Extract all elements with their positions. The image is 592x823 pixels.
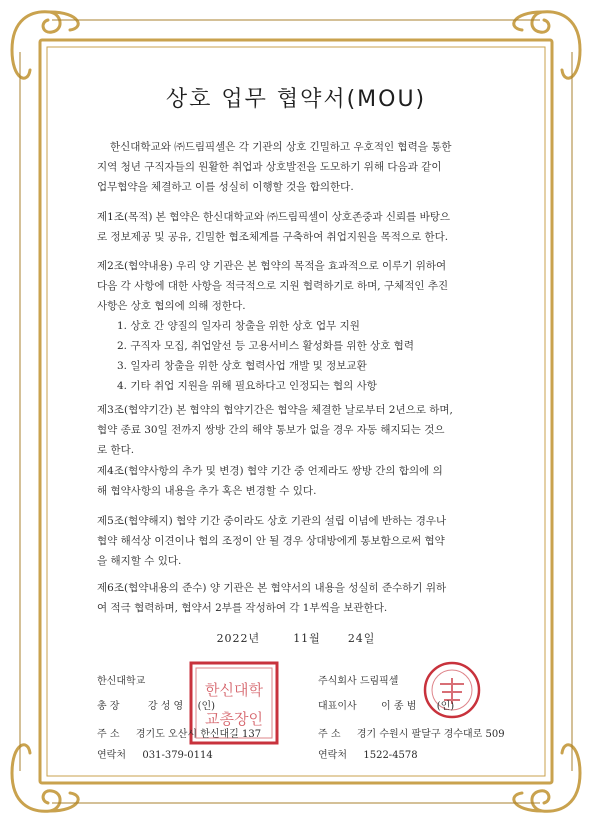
right-address: 경기 수원시 팔달구 경수대로 509 — [356, 729, 505, 740]
right-phone-row — [318, 746, 418, 761]
left-address-label: 주 소 — [97, 729, 120, 740]
left-phone-row — [97, 746, 213, 761]
article-line: 다음 각 사항에 대한 사항을 적극적으로 지원 협력하기로 하며, 구체적인 추진 — [97, 280, 449, 292]
article-6 — [97, 578, 502, 618]
article-line: 로 정보제공 및 공유, 긴밀한 협조체계를 구축하여 취업지원을 목적으로 한다. — [97, 231, 449, 243]
article-2-item: 3. 일자리 창출을 위한 상호 협력사업 개발 및 정보교환 — [117, 360, 367, 372]
right-seal-mark: (인) — [436, 701, 455, 712]
article-line: 사항은 상호 협의에 의해 정한다. — [97, 300, 246, 312]
article-2 — [97, 256, 502, 396]
intro-line: 지역 청년 구직자들의 원활한 취업과 상호발전을 도모하기 위해 다음과 같이 — [97, 161, 442, 173]
intro-line: 업무협약을 체결하고 이를 성실히 이행할 것을 합의한다. — [97, 181, 354, 193]
left-address: 경기도 오산시 한신대길 137 — [135, 729, 262, 740]
intro-paragraph — [97, 137, 515, 197]
left-seal-mark: (인) — [197, 701, 216, 712]
article-line: 여 적극 협력하며, 협약서 2부를 작성하여 각 1부씩을 보관한다. — [97, 602, 388, 614]
seal-text-line: 한신대학 — [205, 681, 263, 699]
seal-text-line: 교총장인 — [205, 710, 263, 728]
article-line: 제6조(협약내용의 준수) 양 기관은 본 협약서의 내용을 성실히 준수하기 위하 — [97, 582, 447, 594]
article-line: 로 한다. — [97, 444, 135, 456]
right-phone: 1522-4578 — [363, 750, 418, 761]
left-role-row — [97, 697, 215, 712]
left-name: 강 성 영 — [147, 701, 184, 712]
article-line: 을 해지할 수 있다. — [97, 555, 182, 567]
right-name: 이 종 범 — [381, 701, 417, 712]
agreement-date — [0, 630, 592, 646]
article-line: 제1조(목적) 본 협약은 한신대학교와 ㈜드림픽셀이 상호존중과 신뢰를 바탕으 — [97, 211, 451, 223]
left-role-label: 총 장 — [97, 701, 120, 712]
article-line: 제3조(협약기간) 본 협약의 협약기간은 협약을 체결한 날로부터 2년으로 하며, — [97, 404, 453, 416]
right-address-row — [318, 725, 505, 740]
article-line: 협약 해석상 이견이나 협의 조정이 안 될 경우 상대방에게 통보함으로써 협약 — [97, 535, 445, 547]
right-address-label: 주 소 — [318, 729, 341, 740]
date-year: 2022년 — [216, 632, 261, 645]
right-role-label: 대표이사 — [318, 701, 357, 712]
article-3 — [97, 400, 502, 460]
signatory-right — [318, 672, 518, 762]
article-line: 제2조(협약내용) 우리 양 기관은 본 협약의 목적을 효과적으로 이루기 위하여 — [97, 260, 447, 272]
date-day: 24일 — [347, 632, 376, 645]
article-line: 해 협약사항의 내용을 추가 혹은 변경할 수 있다. — [97, 485, 317, 497]
intro-line: 한신대학교와 ㈜드림픽셀은 각 기관의 상호 긴밀하고 우호적인 협력을 통한 — [110, 141, 452, 153]
article-line: 협약 종료 30일 전까지 쌍방 간의 해약 통보가 없을 경우 자동 해지되는 것으 — [97, 424, 445, 436]
date-month: 11월 — [293, 632, 321, 645]
article-4 — [97, 461, 502, 501]
left-org: 한신대학교 — [97, 676, 146, 687]
right-org: 주식회사 드림픽셀 — [318, 676, 399, 687]
signatory-left — [97, 672, 297, 762]
left-phone-label: 연락처 — [97, 750, 126, 761]
article-2-item: 1. 상호 간 양질의 일자리 창출을 위한 상호 업무 지원 — [117, 320, 360, 332]
document-title: 상호 업무 협약서(MOU) — [165, 87, 427, 112]
article-line: 제5조(협약해지) 협약 기간 중이라도 상호 기관의 설립 이념에 반하는 경우나 — [97, 515, 447, 527]
left-phone: 031-379-0114 — [142, 750, 213, 761]
article-2-item: 2. 구직자 모집, 취업알선 등 고용서비스 활성화를 위한 상호 협력 — [117, 340, 414, 352]
article-1 — [97, 207, 502, 247]
article-5 — [97, 511, 502, 571]
article-line: 제4조(협약사항의 추가 및 변경) 협약 기간 중 언제라도 쌍방 간의 합의에 의 — [97, 465, 443, 477]
right-role-row — [318, 697, 454, 712]
left-address-row — [97, 725, 261, 740]
right-phone-label: 연락처 — [318, 750, 347, 761]
article-2-item: 4. 기타 취업 지원을 위해 필요하다고 인정되는 협의 사항 — [117, 380, 377, 392]
